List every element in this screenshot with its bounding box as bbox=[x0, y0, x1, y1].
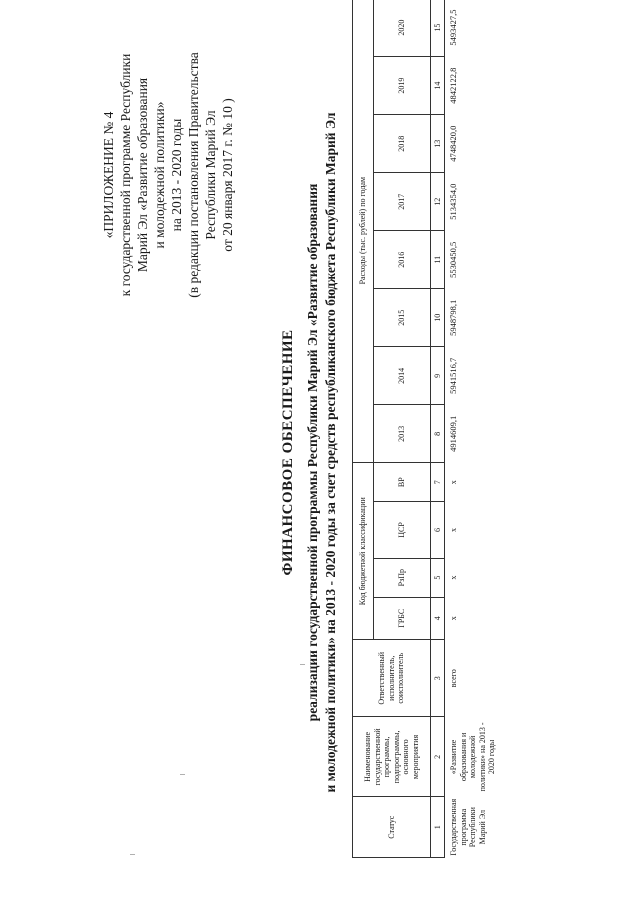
document-heading: ФИНАНСОВОЕ ОБЕСПЕЧЕНИЕ bbox=[280, 329, 296, 576]
column-number: 10 bbox=[431, 289, 445, 347]
row-value: 5134354,0 bbox=[448, 183, 458, 220]
annex-line: «ПРИЛОЖЕНИЕ № 4 bbox=[101, 111, 116, 239]
column-number: 9 bbox=[431, 347, 445, 405]
row-status: Государственная программа Республики Марий Эл bbox=[449, 798, 487, 856]
column-number: 4 bbox=[431, 597, 445, 640]
row-rzpr: х bbox=[449, 575, 458, 580]
annex-line: на 2013 - 2020 годы bbox=[169, 118, 184, 232]
column-number: 14 bbox=[431, 57, 445, 115]
annex-line: и молодежной политики» bbox=[152, 101, 167, 249]
header-year: 2019 bbox=[374, 57, 431, 115]
header-status: Статус bbox=[353, 797, 431, 858]
row-value: 4842122,8 bbox=[448, 67, 458, 104]
annex-line: от 20 января 2017 г. № 10 ) bbox=[220, 98, 235, 252]
row-value: 5948798,1 bbox=[448, 299, 458, 336]
scan-mark bbox=[130, 854, 135, 855]
header-budget-code: Код бюджетной классификации bbox=[353, 463, 374, 640]
annex-block bbox=[100, 45, 236, 305]
column-number: 11 bbox=[431, 231, 445, 289]
column-number-row bbox=[431, 0, 445, 858]
row-vr: х bbox=[449, 480, 458, 485]
row-value: 4748420,0 bbox=[448, 125, 458, 162]
header-year: 2013 bbox=[374, 405, 431, 463]
column-number: 15 bbox=[431, 0, 445, 57]
finance-table bbox=[352, 0, 510, 858]
row-value: 5941516,7 bbox=[448, 357, 458, 394]
header-year: 2016 bbox=[374, 231, 431, 289]
row-value: 4914609,1 bbox=[448, 415, 458, 452]
row-name: «Развитие образования и молодежной политики» на 2013 - 2020 годы bbox=[449, 722, 496, 792]
annex-line: Республики Марий Эл bbox=[203, 110, 218, 240]
table-header-row bbox=[353, 0, 374, 858]
header-name: Наименование государственной программы, подпрограммы, основного мероприятия bbox=[353, 717, 431, 797]
table-row bbox=[445, 0, 511, 858]
annex-line: Марий Эл «Развитие образования bbox=[135, 77, 150, 273]
column-number: 2 bbox=[431, 717, 445, 797]
column-number: 3 bbox=[431, 640, 445, 717]
row-value: 5530450,5 bbox=[448, 241, 458, 278]
column-number: 13 bbox=[431, 115, 445, 173]
annex-line: (в редакции постановления Правительства bbox=[186, 52, 201, 298]
header-year: 2014 bbox=[374, 347, 431, 405]
document-subtitle: реализации государственной программы Республики Марий Эл «Развитие образования bbox=[305, 183, 320, 722]
column-number: 7 bbox=[431, 463, 445, 502]
header-responsible: Ответственный исполнитель, соисполнитель bbox=[353, 640, 431, 717]
column-number: 5 bbox=[431, 558, 445, 597]
annex-line: к государственной программе Республики bbox=[118, 53, 133, 297]
scan-mark bbox=[180, 774, 185, 775]
header-year: 2020 bbox=[374, 0, 431, 57]
row-csr: х bbox=[449, 527, 458, 532]
column-number: 12 bbox=[431, 173, 445, 231]
column-number: 8 bbox=[431, 405, 445, 463]
row-responsible: всего bbox=[449, 669, 458, 688]
column-number: 1 bbox=[431, 797, 445, 858]
header-expenses: Расходы (тыс. рублей) по годам bbox=[353, 0, 374, 463]
header-year: 2018 bbox=[374, 115, 431, 173]
header-rzpr: РзПр bbox=[374, 558, 431, 597]
header-vr: ВР bbox=[374, 463, 431, 502]
row-grbs: х bbox=[449, 616, 458, 621]
header-year: 2015 bbox=[374, 289, 431, 347]
document-subtitle: и молодежной политики» на 2013 - 2020 годы за счет средств республиканского бюджета Республики Марий Эл bbox=[323, 112, 338, 793]
header-csr: ЦСР bbox=[374, 502, 431, 559]
column-number: 6 bbox=[431, 502, 445, 559]
row-value: 5493427,5 bbox=[448, 9, 458, 46]
header-year: 2017 bbox=[374, 173, 431, 231]
header-grbs: ГРБС bbox=[374, 597, 431, 640]
